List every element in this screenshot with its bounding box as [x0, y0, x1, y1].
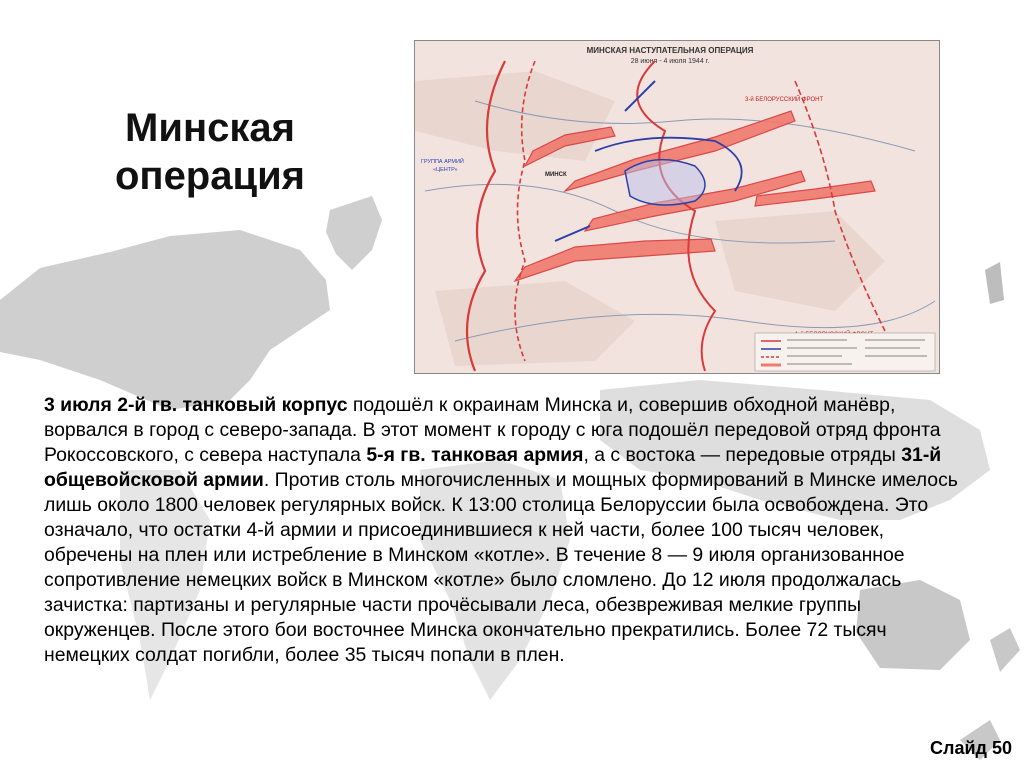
text-bold-1: 3 июля 2-й гв. танковый корпус: [44, 394, 348, 416]
text-part-1: подошёл к окраинам Минска и, совершив обходной манёвр, ворвался в город с северо-запада. В этот момент к городу с юга подошёл передовой отряд фронта Рокоссовского, с севера наступала: [44, 394, 941, 466]
text-part-3: . Против столь многочисленных и мощных формирований в Минске имелось лишь около 1800 человек регулярных войск. К 13:00 столица Белоруссии была освобождена. Это означало, что остатки 4-й армии и присоединившиеся к ней части, более 100 тысяч человек, обречены на плен или истребление в Минском «котле». В течение 8 — 9 июля организованное сопротивление немецких войск в Минском «котле» было сломлено. До 12 июля продолжалась зачистка: партизаны и регулярные части прочёсывали леса, обезвреживая мелкие группы окруженцев. После этого бои восточнее Минска окончательно прекратились. Более 72 тысяч немецких солдат погибли, более 35 тысяч попали в плен.: [44, 469, 958, 666]
map-legend: [755, 333, 935, 371]
text-bold-2: 5-я гв. танковая армия: [366, 444, 584, 466]
slide-title-line2: операция: [114, 154, 306, 198]
map-dates: 28 июня - 4 июля 1944 г.: [630, 58, 710, 65]
map-label-front3: 3-й БЕЛОРУССКИЙ ФРОНТ: [745, 97, 824, 103]
slide-title: [100, 104, 320, 200]
map-title: МИНСКАЯ НАСТУПАТЕЛЬНАЯ ОПЕРАЦИЯ: [586, 46, 754, 55]
map-label-group: ГРУППА АРМИЙ: [421, 159, 464, 165]
body-paragraph: [44, 393, 964, 668]
slide-title-line1: Минская: [125, 106, 295, 150]
map-label-center: «ЦЕНТР»: [433, 167, 458, 173]
map-label-minsk: МИНСК: [545, 172, 567, 178]
text-part-2: , а с востока — передовые отряды: [583, 444, 902, 466]
text-bold-3: 31-й общевойсковой армии: [44, 444, 942, 491]
slide-number: Слайд 50: [930, 738, 1012, 758]
operation-map: [414, 40, 940, 374]
